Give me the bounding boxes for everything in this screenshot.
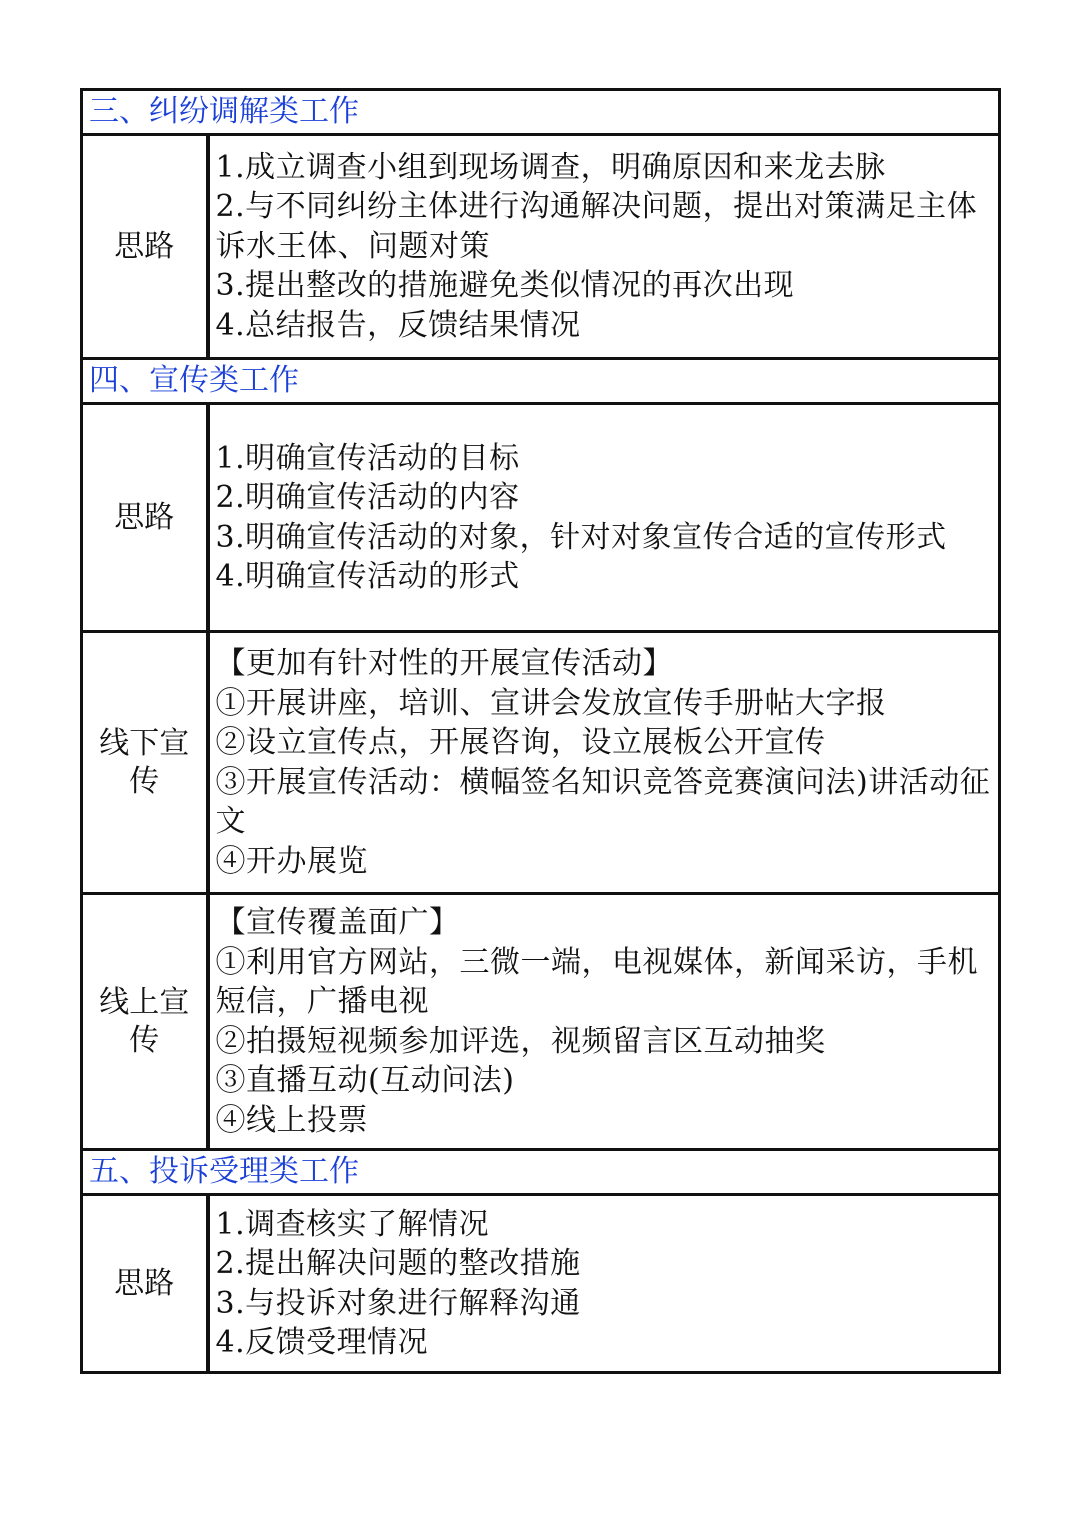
- content-line: ①开展讲座，培训、宣讲会发放宣传手册帖大字报: [215, 685, 887, 721]
- content-line: ②拍摄短视频参加评选，视频留言区互动抽奖: [215, 1023, 826, 1059]
- section-title-publicity: 四、宣传类工作: [82, 359, 1000, 404]
- content-line: ④线上投票: [215, 1102, 368, 1138]
- work-methods-table: [80, 88, 1001, 1374]
- section-header-row: [82, 90, 1000, 135]
- table-row: [82, 135, 1000, 359]
- row-label-approach: 思路: [82, 1195, 208, 1373]
- table-row: [82, 1195, 1000, 1373]
- row-label-online-publicity: 线上宣传: [82, 894, 208, 1150]
- content-line: 1.明确宣传活动的目标: [215, 440, 520, 476]
- section-title-dispute-mediation: 三、纠纷调解类工作: [82, 90, 1000, 135]
- row-content: [208, 894, 1000, 1150]
- row-label-approach: 思路: [82, 135, 208, 359]
- content-line: 4.反馈受理情况: [215, 1325, 429, 1360]
- row-content: [208, 1195, 1000, 1373]
- table-row: [82, 632, 1000, 894]
- content-line: 4.明确宣传活动的形式: [215, 559, 520, 594]
- row-content: [208, 135, 1000, 359]
- content-line: ③开展宣传活动：横幅签名知识竞答竞赛演问法)讲活动征文: [215, 764, 991, 839]
- content-line: ③直播互动(互动问法): [215, 1063, 515, 1098]
- content-line: 【更加有针对性的开展宣传活动】: [215, 646, 673, 681]
- table-row: [82, 894, 1000, 1150]
- row-label-approach: 思路: [82, 404, 208, 632]
- content-line: ④开办展览: [215, 843, 368, 879]
- section-title-complaint-handling: 五、投诉受理类工作: [82, 1150, 1000, 1195]
- row-content: [208, 632, 1000, 894]
- content-line: 3.明确宣传活动的对象，针对对象宣传合适的宣传形式: [215, 519, 947, 555]
- content-line: 3.与投诉对象进行解释沟通: [215, 1285, 581, 1321]
- content-line: 4.总结报告，反馈结果情况: [215, 307, 581, 343]
- content-line: 3.提出整改的措施避免类似情况的再次出现: [215, 268, 795, 304]
- content-line: 1.调查核实了解情况: [215, 1206, 490, 1242]
- section-header-row: [82, 1150, 1000, 1195]
- section-header-row: [82, 359, 1000, 404]
- table-row: [82, 404, 1000, 632]
- content-line: ①利用官方网站，三微一端，电视媒体，新闻采访，手机短信，广播电视: [215, 944, 978, 1019]
- content-line: 2.与不同纠纷主体进行沟通解决问题，提出对策满足主体诉水王体、问题对策: [215, 189, 978, 264]
- content-line: 2.明确宣传活动的内容: [215, 480, 520, 515]
- content-line: 1.成立调查小组到现场调查，明确原因和来龙去脉: [215, 149, 886, 185]
- content-line: 2.提出解决问题的整改措施: [215, 1246, 581, 1281]
- content-line: 【宣传覆盖面广】: [215, 905, 460, 940]
- row-content: [208, 404, 1000, 632]
- row-label-offline-publicity: 线下宣传: [82, 632, 208, 894]
- content-line: ②设立宣传点，开展咨询，设立展板公开宣传: [215, 725, 826, 760]
